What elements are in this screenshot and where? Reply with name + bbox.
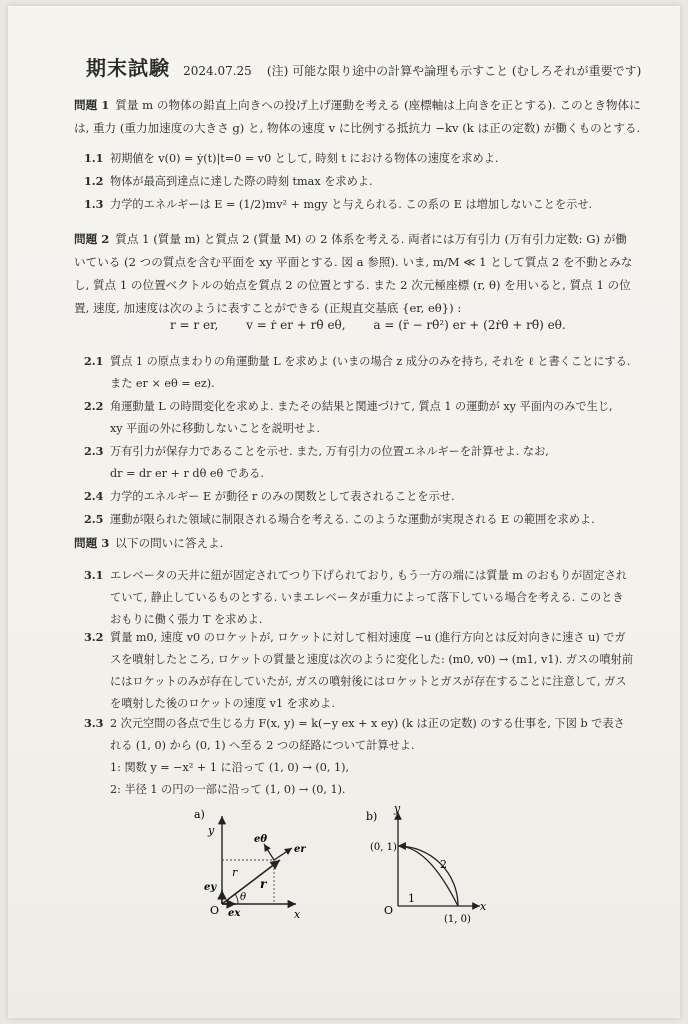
item-text-cont: 2: 半径 1 の円の一部に沿って (1, 0) → (0, 1). <box>110 783 346 796</box>
item-text-cont: 1: 関数 y = −x² + 1 に沿って (1, 0) → (0, 1), <box>110 761 350 774</box>
figure-a-label: a) <box>194 808 205 821</box>
point-0-1-label: (0, 1) <box>370 842 397 853</box>
problem-3-1 <box>84 564 654 631</box>
item-number: 2.2 <box>84 399 104 413</box>
r-magnitude-label: r <box>232 866 238 879</box>
e-y-label: ey <box>204 882 217 893</box>
problem-3-intro: 以下の問いに答えよ. <box>115 536 224 550</box>
item-text-cont: にはロケットのみが存在していたが, ガスの噴射後にはロケットとガスが存在することに注意して, ガス <box>110 675 627 688</box>
problem-3-label: 問題 3 <box>74 536 110 550</box>
problem-2-line-4: 置, 速度, 加速度は次のように表すことができる (正規直交基底 {er, eθ}) : <box>74 301 462 315</box>
point-1-0-label: (1, 0) <box>444 914 471 925</box>
x-axis-label: x <box>480 900 487 913</box>
e-theta-vector <box>264 844 274 860</box>
item-text: 角運動量 L の時間変化を求めよ. またその結果と関連づけて, 質点 1 の運動が xy 平面内のみで生じ, <box>110 400 613 413</box>
item-text-cont: おもりに働く張力 T を求めよ. <box>110 613 263 626</box>
problem-2-label: 問題 2 <box>74 232 110 246</box>
item-number: 1.3 <box>84 197 104 211</box>
item-number: 2.1 <box>84 354 104 368</box>
theta-arc <box>235 894 238 904</box>
path-2-circle-arc <box>398 846 458 906</box>
item-number: 2.3 <box>84 444 104 458</box>
item-text-cont: スを噴射したところ, ロケットの質量と速度は次のように変化した: (m0, v0) → (m1, v1). ガスの噴射前 <box>110 653 634 666</box>
e-theta-label: eθ <box>254 834 268 845</box>
e-x-label: ex <box>228 908 241 919</box>
kinematics-equations <box>170 318 590 332</box>
problem-2-line-3: し, 質点 1 の位置ベクトルの始点を質点 2 の位置とする. また 2 次元極座標 (r, θ) を用いると, 質点 1 の位 <box>74 278 631 292</box>
item-text: 2 次元空間の各点で生じる力 F(x, y) = k(−y ex + x ey) (k は正の定数) のする仕事を, 下図 b で表さ <box>110 717 625 730</box>
problem-1-label: 問題 1 <box>74 98 110 112</box>
item-text: 初期値を v(0) = ẏ(t)|t=0 = v0 として, 時刻 t における物体の速度を求めよ. <box>110 152 499 165</box>
figure-b-paths <box>360 802 500 930</box>
item-text-cont: れる (1, 0) から (0, 1) へ至る 2 つの経路について計算せよ. <box>110 739 415 752</box>
position-equation: r = r er, <box>170 318 219 332</box>
problem-2-statement <box>74 228 654 320</box>
item-text: 力学的エネルギー E が動径 r のみの関数として表されることを示せ. <box>110 490 455 503</box>
problem-1-line-1: 質量 m の物体の鉛直上向きへの投げ上げ運動を考える (座標軸は上向きを正とする). このとき物体に <box>115 98 641 112</box>
exam-title: 期末試験 <box>86 56 170 80</box>
exam-note: (注) 可能な限り途中の計算や論理も示すこと (むしろそれが重要です) <box>266 64 642 78</box>
item-text: 運動が限られた領域に制限される場合を考える. このような運動が実現される E の範囲を求めよ. <box>110 513 595 526</box>
item-number: 2.4 <box>84 489 104 503</box>
item-number: 1.1 <box>84 151 104 165</box>
item-number: 3.3 <box>84 716 104 730</box>
acceleration-equation: a = (r̈ − rθ̇²) er + (2ṙθ̇ + rθ̈) eθ. <box>373 318 566 332</box>
origin-label: O <box>210 904 220 917</box>
origin-label: O <box>384 904 394 917</box>
item-text-cont: ていて, 静止しているものとする. いまエレベータが重力によって落下している場合を考える. このとき <box>110 591 624 604</box>
path-2-label: 2 <box>440 858 447 871</box>
problem-2-items <box>84 350 654 531</box>
item-text: 質量 m0, 速度 v0 のロケットが, ロケットに対して相対速度 −u (進行方向とは反対向きに速さ u) でガ <box>110 631 626 644</box>
e-r-vector <box>274 848 292 860</box>
e-r-label: er <box>294 844 306 855</box>
item-text: 質点 1 の原点まわりの角運動量 L を求めよ (いまの場合 z 成分のみを持ち, それを ℓ と書くことにする. <box>110 355 631 368</box>
item-text: 力学的エネルギーは E = (1/2)mv² + mgy と与えられる. この系の E は増加しないことを示せ. <box>110 198 593 211</box>
path-1-parabola <box>398 846 458 906</box>
item-text-cont: を噴射した後のロケットの速度 v1 を求めよ. <box>110 697 335 710</box>
theta-label: θ <box>240 892 247 903</box>
problem-3-2 <box>84 626 654 715</box>
x-axis-label: x <box>294 908 301 921</box>
item-text: 物体が最高到達点に達した際の時刻 tmax を求めよ. <box>110 175 373 188</box>
item-text-cont: また er × eθ = ez). <box>110 377 215 390</box>
problem-2-line-1: 質点 1 (質量 m) と質点 2 (質量 M) の 2 体系を考える. 両者には万有引力 (万有引力定数: G) が働 <box>115 232 627 246</box>
problem-1-items <box>84 147 644 216</box>
velocity-equation: v = ṙ er + rθ̇ eθ, <box>246 318 346 332</box>
item-number: 1.2 <box>84 174 104 188</box>
item-text-cont: dr = dr er + r dθ eθ である. <box>110 467 264 480</box>
problem-2-line-2: いている (2 つの質点を含む平面を xy 平面とする. 図 a 参照). いま, m/M ≪ 1 として質点 2 を不動とみな <box>74 255 633 269</box>
y-axis-label: y <box>208 824 215 837</box>
item-text-cont: xy 平面の外に移動しないことを説明せよ. <box>110 422 320 435</box>
y-axis-label: y <box>394 802 401 815</box>
position-vector <box>222 860 280 904</box>
item-number: 3.1 <box>84 568 104 582</box>
item-number: 2.5 <box>84 512 104 526</box>
item-number: 3.2 <box>84 630 104 644</box>
problem-1-line-2: は, 重力 (重力加速度の大きさ g) と, 物体の速度 v に比例する抵抗力 −kv (k は正の定数) が働くものとする. <box>74 121 641 135</box>
problem-3-3 <box>84 712 654 801</box>
figure-b-label: b) <box>366 810 378 823</box>
item-text: エレベータの天井に紐が固定されてつり下げられており, もう一方の端には質量 m のおもりが固定され <box>110 569 628 582</box>
r-vector-label: r <box>260 877 267 891</box>
figure-a-polar-coordinates <box>188 804 318 930</box>
problem-1-statement <box>74 94 654 140</box>
exam-date: 2024.07.25 <box>183 64 252 78</box>
exam-header <box>86 52 646 81</box>
path-1-label: 1 <box>408 892 415 905</box>
problem-3-statement <box>74 532 654 555</box>
item-text: 万有引力が保存力であることを示せ. また, 万有引力の位置エネルギーを計算せよ. なお, <box>110 445 549 458</box>
